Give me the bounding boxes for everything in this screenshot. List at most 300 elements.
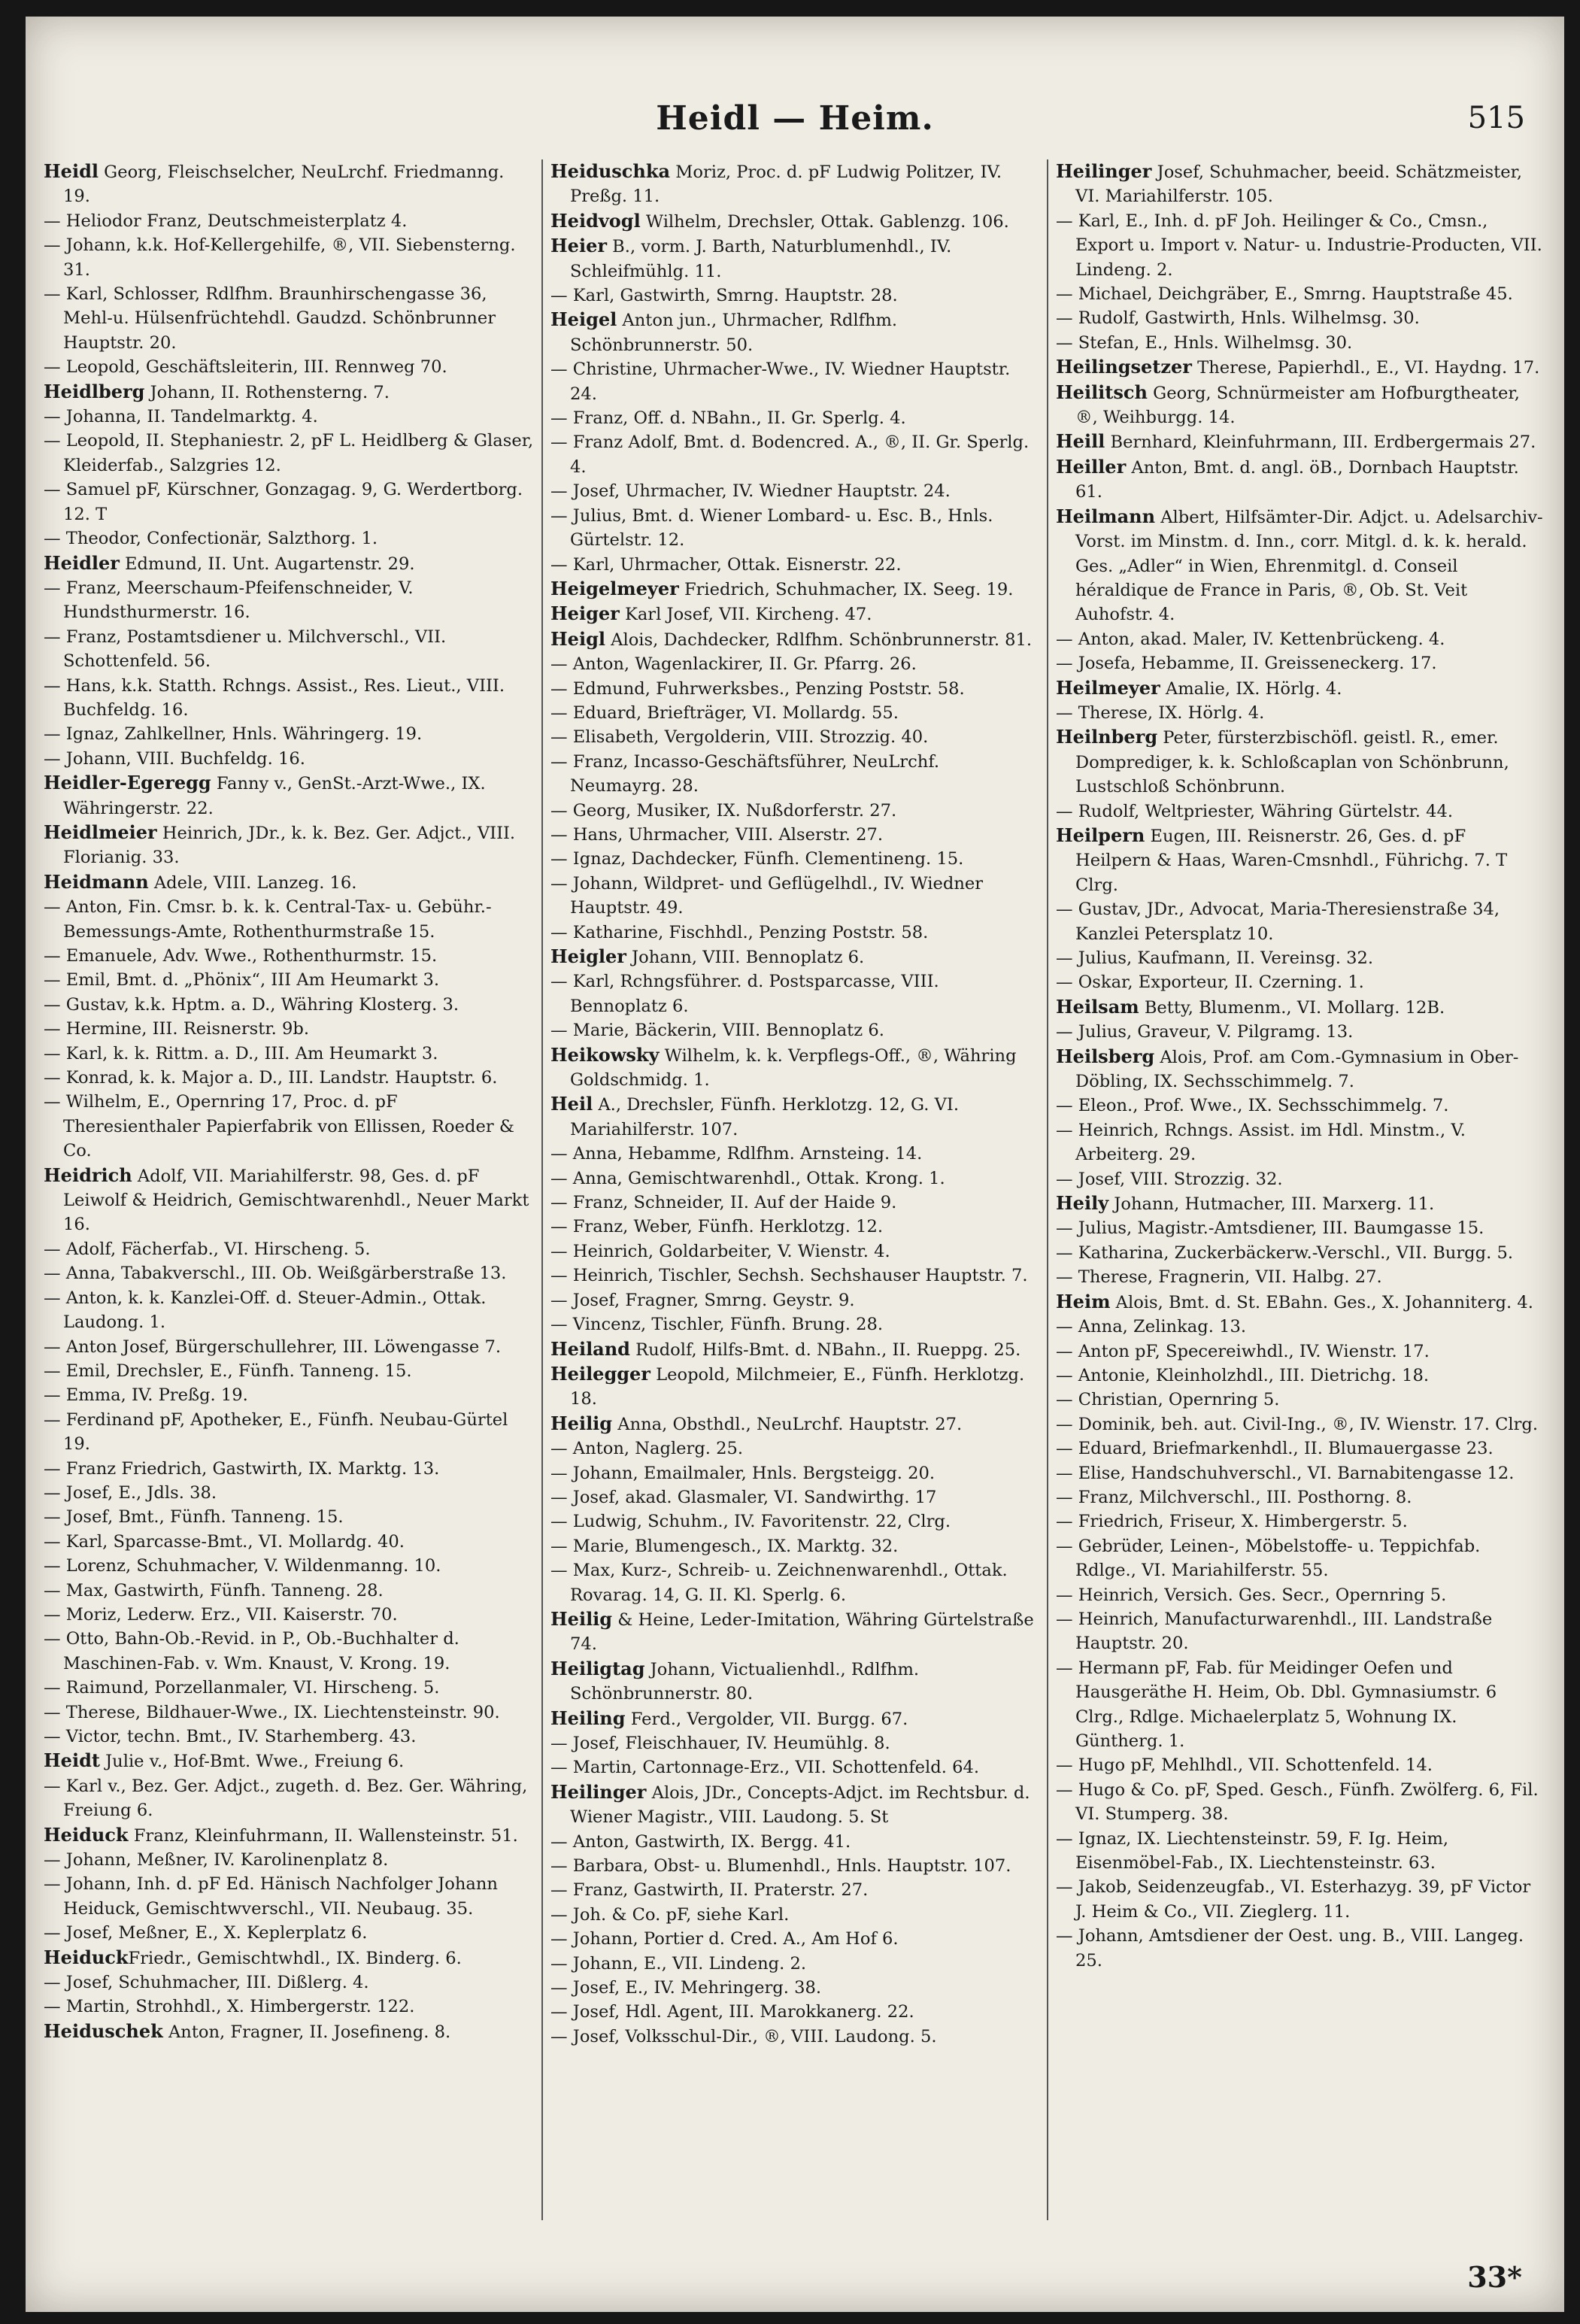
directory-entry [44,1408,534,1457]
directory-entry [44,1579,534,1603]
directory-entry [44,1090,534,1163]
entry-text: — Ignaz, Dachdecker, Fünfh. Clementineng. 15. [550,849,964,869]
entry-surname: Heily [1056,1192,1109,1215]
directory-entry [1056,1534,1545,1583]
entry-surname: Heidler [44,551,120,574]
directory-entry [550,577,1039,602]
directory-entry [1056,946,1545,970]
entry-text: Friedr., Gemischtwhdl., IX. Binderg. 6. [128,1948,462,1968]
entry-text: — Lorenz, Schuhmacher, V. Wildenmanng. 10. [44,1556,441,1576]
directory-entry [550,1657,1039,1707]
directory-entry [44,1725,534,1749]
entry-surname: Heiligtag [550,1657,645,1679]
directory-entry [550,1755,1039,1779]
entry-surname: Heidl [44,160,99,182]
entry-text: — Julius, Magistr.-Amtsdiener, III. Baumgasse 15. [1056,1218,1484,1239]
directory-entry [44,625,534,674]
entry-text: — Christian, Opernring 5. [1056,1390,1280,1410]
directory-entry [44,1505,534,1529]
directory-entry [1056,970,1545,994]
directory-entry [550,701,1039,725]
directory-entry [44,405,534,429]
directory-entry [44,1872,534,1921]
directory-entry [44,1676,534,1700]
directory-entry [550,234,1039,284]
entry-surname: Heilsberg [1056,1045,1155,1067]
entry-text: — Josef, akad. Glasmaler, VI. Sandwirthg. 17 [550,1487,937,1507]
entry-text: Georg, Schnürmeister am Hofburgtheater, ®, Weihburgg. 14. [1075,383,1520,428]
entry-surname: Heiduschka [550,160,671,182]
directory-entry [550,823,1039,847]
entry-text: — Emanuele, Adv. Wwe., Rothenthurmstr. 15. [44,946,438,966]
directory-entry [44,576,534,625]
directory-entry [550,1018,1039,1042]
entry-text: — Ludwig, Schuhm., IV. Favoritenstr. 22, Clrg. [550,1512,951,1532]
directory-columns [36,159,1552,2220]
directory-entry [1056,429,1545,454]
entry-text: — Michael, Deichgräber, E., Smrng. Hauptstraße 45. [1056,284,1513,305]
entry-text: — Ferdinand pF, Apotheker, E., Fünfh. Neubau-Gürtel 19. [44,1409,508,1455]
directory-entry [44,159,534,209]
entry-text: — Hermann pF, Fab. für Meidinger Oefen und Hausgeräthe H. Heim, Ob. Dbl. Gymnasiumstr. 6 Clrg., Rdlge. Michaelerplatz 5, Wohnung IX. Güntherg. 1. [1056,1658,1497,1751]
entry-text: — Franz, Schneider, II. Auf der Haide 9. [550,1193,897,1213]
entry-text: — Samuel pF, Kürschner, Gonzagag. 9, G. Werdertborg. 12. T [44,480,523,524]
entry-text: — Marie, Bäckerin, VIII. Bennoplatz 6. [550,1021,884,1041]
entry-text: — Ignaz, Zahlkellner, Hnls. Währingerg. 19. [44,724,423,745]
directory-entry [1056,1437,1545,1461]
directory-entry [44,1383,534,1407]
directory-entry [44,1603,534,1627]
entry-surname: Heim [1056,1290,1111,1312]
entry-text: — Heinrich, Rchngs. Assist. im Hdl. Minstm., V. Arbeiterg. 29. [1056,1120,1466,1165]
entry-text: — Karl, Sparcasse-Bmt., VI. Mollardg. 40. [44,1531,405,1552]
entry-surname: Heiller [1056,455,1127,478]
directory-entry [44,282,534,355]
directory-entry [550,2000,1039,2024]
directory-entry [44,747,534,771]
directory-entry [1056,282,1545,306]
entry-text: — Gebrüder, Leinen-, Möbelstoffe- u. Teppichfab. Rdlge., VI. Mariahilferstr. 55. [1056,1536,1481,1581]
directory-entry [44,1457,534,1481]
directory-entry [1056,331,1545,355]
directory-entry [1056,381,1545,430]
entry-surname: Heigl [550,627,605,650]
entry-text: Eugen, III. Reisnerstr. 26, Ges. d. pF Heilpern & Haas, Waren-Cmsnhdl., Führichg. 7. T Clrg. [1075,826,1508,895]
directory-entry [44,968,534,992]
directory-entry [1056,1191,1545,1216]
directory-entry [1056,1216,1545,1240]
entry-text: Anton, Bmt. d. angl. öB., Dornbach Hauptstr. 61. [1075,457,1519,502]
entry-text: Anton jun., Uhrmacher, Rdlfhm. Schönbrunnerstr. 50. [570,311,898,355]
entry-text: Johann, II. Rothensterng. 7. [144,382,390,402]
entry-text: — Anton, akad. Maler, IV. Kettenbrückeng. 4. [1056,629,1445,649]
entry-text: — Franz, Meerschaum-Pfeifenschneider, V. Hundsthurmerstr. 16. [44,578,414,623]
directory-entry [44,944,534,968]
directory-entry [44,674,534,723]
directory-entry [44,1921,534,1945]
entry-surname: Heiland [550,1337,630,1360]
directory-entry [550,1461,1039,1485]
directory-entry [550,284,1039,308]
entry-text: — Karl v., Bez. Ger. Adjct., zugeth. d. Bez. Ger. Währing, Freiung 6. [44,1776,528,1821]
directory-entry [550,1854,1039,1878]
entry-text: — Martin, Strohhdl., X. Himbergerstr. 122. [44,1997,415,2017]
directory-entry [44,1971,534,1995]
column-2 [541,159,1047,2220]
directory-entry [44,1946,534,1971]
directory-entry [1056,676,1545,701]
entry-text: Franz, Kleinfuhrmann, II. Wallensteinstr. 51. [128,1825,518,1846]
column-3 [1047,159,1552,2220]
directory-entry [550,1142,1039,1166]
directory-entry [44,1286,534,1335]
directory-entry [1056,799,1545,824]
entry-text: — Heinrich, Manufacturwarenhdl., III. Landstraße Hauptstr. 20. [1056,1609,1493,1654]
directory-entry [44,1627,534,1676]
directory-entry [1056,1509,1545,1534]
directory-entry [1056,159,1545,209]
directory-entry [44,1774,534,1823]
entry-text: — Johann, E., VII. Lindeng. 2. [550,1953,807,1974]
entry-text: Betty, Blumenm., VI. Mollarg. 12B. [1139,997,1445,1018]
directory-entry [1056,725,1545,799]
entry-text: Leopold, Milchmeier, E., Fünfh. Herklotzg. 18. [570,1364,1025,1409]
entry-surname: Heiduck [44,1823,129,1846]
directory-entry [550,1509,1039,1534]
entry-text: — Friedrich, Friseur, X. Himbergerstr. 5. [1056,1512,1408,1532]
directory-entry [550,1288,1039,1312]
entry-text: — Johann, Wildpret- und Geflügelhdl., IV. Wiedner Hauptstr. 49. [550,873,984,918]
entry-text: A., Drechsler, Fünfh. Herklotzg. 12, G. VI. Mariahilferstr. 107. [570,1095,960,1139]
signature-mark: 33* [1467,2260,1522,2294]
entry-text: — Josef, Volksschul-Dir., ®, VIII. Laudong. 5. [550,2026,937,2046]
directory-entry [1056,701,1545,725]
entry-text: Josef, Schuhmacher, beeid. Schätzmeister, VI. Mariahilferstr. 105. [1075,162,1523,207]
directory-entry [44,478,534,526]
entry-surname: Heilingsetzer [1056,356,1192,378]
entry-text: Albert, Hilfsämter-Dir. Adjct. u. Adelsarchiv-Vorst. im Minstm. d. Inn., corr. Mitgl. d. k. k. herald. Ges. „Adler“ in Wien, Ehrenmitgl. d. Conseil héraldique de France in Paris, ®, Ob. St. Veit Auhofstr. 4. [1075,507,1543,625]
directory-entry [44,380,534,405]
directory-entry [1056,1241,1545,1265]
entry-text: — Johann, k.k. Hof-Kellergehilfe, ®, VII. Siebensterng. 31. [44,235,516,280]
directory-entry [44,551,534,576]
entry-surname: Heilpern [1056,824,1145,846]
directory-entry [550,872,1039,921]
entry-text: — Anton pF, Specereiwhdl., IV. Wienstr. 17. [1056,1341,1430,1361]
entry-text: — Franz, Postamtsdiener u. Milchverschl., VII. Schottenfeld. 56. [44,627,447,672]
entry-text: — Ignaz, IX. Liechtensteinstr. 59, F. Ig. Heim, Eisenmöbel-Fab., IX. Liechtensteinstr. 63. [1056,1828,1449,1873]
entry-text: — Eleon., Prof. Wwe., IX. Sechsschimmelg. 7. [1056,1096,1449,1116]
directory-entry [550,1976,1039,2000]
entry-text: — Konrad, k. k. Major a. D., III. Landstr. Hauptstr. 6. [44,1068,498,1088]
entry-text: — Hugo pF, Mehlhdl., VII. Schottenfeld. 14. [1056,1755,1433,1776]
entry-text: — Theodor, Confectionär, Salzthorg. 1. [44,529,378,549]
entry-text: — Anton, Naglerg. 25. [550,1439,744,1459]
entry-text: — Eduard, Briefträger, VI. Mollardg. 55. [550,702,899,723]
entry-text: — Josef, VIII. Strozzig. 32. [1056,1169,1283,1189]
entry-text: Moriz, Proc. d. pF Ludwig Politzer, IV. Preßg. 11. [570,162,1002,207]
entry-text: Julie v., Hof-Bmt. Wwe., Freiung 6. [99,1752,405,1772]
column-1 [36,159,541,2220]
directory-entry [550,1043,1039,1093]
directory-entry [550,921,1039,945]
directory-entry [550,1878,1039,1902]
directory-entry [1056,1656,1545,1754]
entry-surname: Heil [550,1093,593,1115]
entry-text: — Moriz, Lederw. Erz., VII. Kaiserstr. 70. [44,1604,398,1625]
directory-entry [550,1362,1039,1412]
entry-text: Peter, fürsterzbischöfl. geistl. R., emer. Domprediger, k. k. Schloßcaplan von Schönbrunn, Lustschloß Schönbrunn. [1075,728,1509,797]
directory-entry [1056,1364,1545,1388]
entry-text: — Franz Friedrich, Gastwirth, IX. Marktg. 13. [44,1458,440,1479]
entry-text: Alois, Bmt. d. St. EBahn. Ges., X. Johanniterg. 4. [1110,1292,1533,1312]
entry-text: — Hans, k.k. Statth. Rchngs. Assist., Res. Lieut., VIII. Buchfeldg. 16. [44,675,505,720]
entry-text: — Johann, Inh. d. pF Ed. Hänisch Nachfolger Johann Heiduck, Gemischtwverschl., VII. Neubaug. 35. [44,1874,498,1919]
entry-text: — Josef, Hdl. Agent, III. Marokkanerg. 22. [550,2002,914,2022]
directory-entry [1056,1875,1545,1924]
entry-text: — Heinrich, Versich. Ges. Secr., Opernring 5. [1056,1585,1447,1605]
directory-entry [1056,1290,1545,1315]
directory-entry [44,233,534,282]
directory-entry [1056,1412,1545,1437]
directory-entry [550,1337,1039,1362]
entry-text: Therese, Papierhdl., E., VI. Haydng. 17. [1191,358,1540,378]
entry-surname: Heilnberg [1056,726,1158,748]
directory-entry [550,1780,1039,1830]
entry-text: — Therese, Fragnerin, VII. Halbg. 27. [1056,1267,1382,1288]
directory-entry [550,799,1039,823]
entry-text: — Emma, IV. Preßg. 19. [44,1385,248,1406]
entry-text: — Karl, k. k. Rittm. a. D., III. Am Heumarkt 3. [44,1043,438,1063]
entry-text: Rudolf, Hilfs-Bmt. d. NBahn., II. Rueppg. 25. [629,1339,1021,1360]
entry-text: — Rudolf, Weltpriester, Währing Gürtelstr. 44. [1056,801,1454,821]
entry-text: Johann, Victualienhdl., Rdlfhm. Schönbrunnerstr. 80. [570,1659,920,1704]
directory-entry [550,1607,1039,1657]
directory-entry [550,1264,1039,1288]
entry-text: — Josef, Fragner, Smrng. Geystr. 9. [550,1290,855,1310]
directory-entry [550,406,1039,430]
entry-text: Wilhelm, Drechsler, Ottak. Gablenzg. 106. [640,211,1009,232]
directory-entry [44,870,534,895]
directory-entry [550,1312,1039,1336]
directory-entry [550,357,1039,406]
entry-text: — Emil, Bmt. d. „Phönix“, III Am Heumarkt 3. [44,970,440,991]
entry-surname: Heidler-Egeregg [44,772,211,794]
entry-surname: Heigel [550,308,617,331]
entry-text: Alois, Prof. am Com.-Gymnasium in Ober-Döbling, IX. Sechsschimmelg. 7. [1075,1047,1519,1092]
entry-text: — Katharine, Fischhdl., Penzing Poststr. 58. [550,922,929,942]
entry-text: — Heinrich, Goldarbeiter, V. Wienstr. 4. [550,1241,890,1261]
entry-text: — Josefa, Hebamme, II. Greisseneckerg. 17. [1056,654,1437,674]
entry-text: — Franz, Off. d. NBahn., II. Gr. Sperlg. 4. [550,408,906,429]
entry-text: Friedrich, Schuhmacher, IX. Seeg. 19. [678,579,1014,599]
entry-text: — Hans, Uhrmacher, VIII. Alserstr. 27. [550,824,884,845]
directory-entry [44,771,534,821]
entry-surname: Heiduschek [44,2019,163,2042]
entry-text: — Josef, Fleischhauer, IV. Heumühlg. 8. [550,1734,890,1753]
entry-text: — Dominik, beh. aut. Civil-Ing., ®, IV. Wienstr. 17. Clrg. [1056,1414,1539,1434]
directory-entry [1056,1924,1545,1973]
entry-text: — Christine, Uhrmacher-Wwe., IV. Wiedner Hauptstr. 24. [550,360,1011,404]
directory-entry [44,1042,534,1066]
entry-text: — Rudolf, Gastwirth, Hnls. Wilhelmsg. 30. [1056,308,1420,329]
directory-entry [550,1731,1039,1755]
entry-text: — Johann, VIII. Buchfeldg. 16. [44,748,305,769]
directory-entry [550,1927,1039,1951]
directory-entry [44,1359,534,1383]
entry-surname: Heidmann [44,870,149,893]
directory-entry [550,504,1039,553]
entry-text: — Anton Josef, Bürgerschullehrer, III. Löwengasse 7. [44,1336,502,1357]
page-header [26,99,1564,144]
directory-entry [1056,1045,1545,1094]
entry-text: — Karl, Uhrmacher, Ottak. Eisnerstr. 22. [550,554,902,575]
entry-text: — Anna, Gemischtwarenhdl., Ottak. Krong. 1. [550,1168,945,1188]
entry-text: — Julius, Graveur, V. Pilgramg. 13. [1056,1022,1354,1042]
directory-entry [1056,1118,1545,1167]
directory-entry [1056,1607,1545,1656]
directory-entry [44,1995,534,2019]
directory-entry [550,677,1039,701]
entry-text: — Therese, Bildhauer-Wwe., IX. Liechtensteinstr. 90. [44,1702,500,1722]
directory-entry [44,526,534,551]
entry-text: — Anton, Wagenlackirer, II. Gr. Pfarrg. 26. [550,654,917,675]
entry-text: — Anton, Fin. Cmsr. b. k. k. Central-Tax- u. Gebühr.-Bemessungs-Amte, Rothenthurmstraße 15. [44,897,492,942]
entry-text: — Johann, Amtsdiener der Oest. ung. B., VIII. Langeg. 25. [1056,1926,1524,1971]
entry-text: — Josef, Meßner, E., X. Keplerplatz 6. [44,1923,368,1943]
directory-entry [550,1707,1039,1731]
directory-entry [44,1701,534,1725]
entry-text: — Stefan, E., Hnls. Wilhelmsg. 30. [1056,332,1353,353]
entry-text: — Gustav, k.k. Hptm. a. D., Währing Klosterg. 3. [44,994,459,1015]
directory-entry [1056,1583,1545,1607]
entry-text: — Leopold, II. Stephaniestr. 2, pF L. Heidlberg & Glaser, Kleiderfab., Salzgries 12. [44,431,534,475]
directory-entry [550,2025,1039,2049]
entry-text: Wilhelm, k. k. Verpflegs-Off., ®, Währing Goldschmidg. 1. [570,1045,1017,1091]
entry-text: — Eduard, Briefmarkenhdl., II. Blumauergasse 23. [1056,1439,1494,1459]
entry-text: — Josef, Schuhmacher, III. Dißlerg. 4. [44,1973,369,1993]
entry-text: — Heinrich, Tischler, Sechsh. Sechshauser Hauptstr. 7. [550,1266,1028,1286]
entry-text: — Franz, Weber, Fünfh. Herklotzg. 12. [550,1217,884,1237]
directory-entry [550,1191,1039,1215]
entry-text: — Otto, Bahn-Ob.-Revid. in P., Ob.-Buchhalter d. Maschinen-Fab. v. Wm. Knaust, V. Krong. 19. [44,1629,459,1673]
page-number: 515 [1467,101,1525,135]
entry-text: Anna, Obsthdl., NeuLrchf. Hauptstr. 27. [612,1414,963,1434]
entry-text: — Gustav, JDr., Advocat, Maria-Theresienstraße 34, Kanzlei Petersplatz 10. [1056,900,1500,944]
entry-surname: Heilig [550,1412,613,1434]
entry-text: Alois, JDr., Concepts-Adjct. im Rechtsbur. d. Wiener Magistr., VIII. Laudong. 5. St [570,1782,1030,1828]
entry-surname: Heiling [550,1707,626,1729]
directory-entry [44,2019,534,2044]
entry-text: — Max, Kurz-, Schreib- u. Zeichnenwarenhdl., Ottak. Rovarag. 14, G. II. Kl. Sperlg. 6. [550,1561,1008,1605]
directory-entry [550,1092,1039,1142]
directory-entry [550,308,1039,357]
entry-surname: Heidlberg [44,380,145,402]
entry-text: — Anna, Hebamme, Rdlfhm. Arnsteing. 14. [550,1144,923,1164]
directory-entry [44,821,534,870]
page-title: Heidl — Heim. [656,99,934,138]
entry-text: — Julius, Bmt. d. Wiener Lombard- u. Esc. B., Hnls. Gürtelstr. 12. [550,505,993,551]
directory-entry [44,722,534,746]
directory-entry [44,1066,534,1090]
entry-text: B., vorm. J. Barth, Naturblumenhdl., IV. Schleifmühlg. 11. [570,237,952,281]
directory-entry [550,553,1039,577]
directory-entry [44,209,534,233]
entry-text: Amalie, IX. Hörlg. 4. [1160,678,1342,699]
entry-text: — Oskar, Exporteur, II. Czerning. 1. [1056,972,1364,993]
directory-entry [1056,651,1545,675]
directory-entry [550,1558,1039,1607]
entry-text: — Adolf, Fächerfab., VI. Hirscheng. 5. [44,1239,371,1259]
entry-surname: Heilmann [1056,505,1156,527]
entry-text: — Emil, Drechsler, E., Fünfh. Tanneng. 15. [44,1361,412,1381]
directory-entry [44,1481,534,1505]
entry-text: Georg, Fleischselcher, NeuLrchf. Friedmanng. 19. [63,162,505,207]
directory-entry [1056,306,1545,330]
directory-entry [550,1437,1039,1461]
entry-text: Anton, Fragner, II. Josefineng. 8. [162,2022,451,2042]
entry-text: — Franz, Incasso-Geschäftsführer, NeuLrchf. Neumayrg. 28. [550,751,940,796]
entry-text: & Heine, Leder-Imitation, Währing Gürtelstraße 74. [570,1610,1034,1655]
directory-entry [44,1530,534,1554]
directory-entry [550,652,1039,676]
entry-text: — Hugo & Co. pF, Sped. Gesch., Fünfh. Zwölferg. 6, Fil. VI. Stumperg. 38. [1056,1779,1539,1825]
directory-entry [1056,1827,1545,1876]
directory-entry [44,1017,534,1041]
entry-text: — Anton, Gastwirth, IX. Bergg. 41. [550,1831,851,1852]
entry-text: Bernhard, Kleinfuhrmann, III. Erdbergermais 27. [1105,432,1536,453]
entry-text: Johann, VIII. Bennoplatz 6. [626,948,865,967]
entry-text: Ferd., Vergolder, VII. Burgg. 67. [625,1709,908,1729]
directory-entry [550,627,1039,652]
entry-text: — Anton, k. k. Kanzlei-Off. d. Steuer-Admin., Ottak. Laudong. 1. [44,1288,487,1333]
entry-text: Johann, Hutmacher, III. Marxerg. 11. [1108,1194,1435,1215]
directory-entry [1056,1485,1545,1509]
directory-entry [550,1485,1039,1509]
directory-entry [550,1952,1039,1976]
entry-text: Fanny v., GenSt.-Arzt-Wwe., IX. Währingerstr. 22. [63,774,486,818]
entry-surname: Heiduck [44,1946,129,1968]
directory-entry [550,725,1039,749]
directory-entry [550,969,1039,1018]
directory-entry [44,1554,534,1578]
directory-entry [550,750,1039,799]
entry-text: Karl Josef, VII. Kircheng. 47. [619,605,872,625]
entry-text: — Max, Gastwirth, Fünfh. Tanneng. 28. [44,1580,384,1600]
entry-surname: Heilitsch [1056,381,1148,403]
directory-entry [1056,995,1545,1020]
directory-entry [550,1239,1039,1264]
directory-entry [44,429,534,478]
directory-entry [44,1823,534,1848]
directory-entry [550,479,1039,503]
directory-entry [550,1534,1039,1558]
entry-text: — Katharina, Zuckerbäckerw.-Verschl., VII. Burgg. 5. [1056,1242,1513,1263]
directory-entry [44,895,534,944]
entry-text: — Therese, IX. Hörlg. 4. [1056,702,1265,723]
entry-surname: Heidlmeier [44,821,157,843]
entry-surname: Heilsam [1056,995,1139,1018]
entry-text: — Wilhelm, E., Opernring 17, Proc. d. pF Theresienthaler Papierfabrik von Ellissen, Roeder & Co. [44,1092,514,1161]
directory-entry [1056,1339,1545,1364]
directory-entry [550,945,1039,969]
entry-text: — Heliodor Franz, Deutschmeisterplatz 4. [44,211,408,231]
directory-entry [1056,1265,1545,1289]
entry-text: — Victor, techn. Bmt., IV. Starhemberg. 43. [44,1727,417,1746]
entry-text: — Franz, Gastwirth, II. Praterstr. 27. [550,1880,869,1901]
entry-text: Edmund, II. Unt. Augartenstr. 29. [119,554,415,574]
entry-text: Heinrich, JDr., k. k. Bez. Ger. Adjct., VIII. Florianig. 33. [63,823,516,868]
